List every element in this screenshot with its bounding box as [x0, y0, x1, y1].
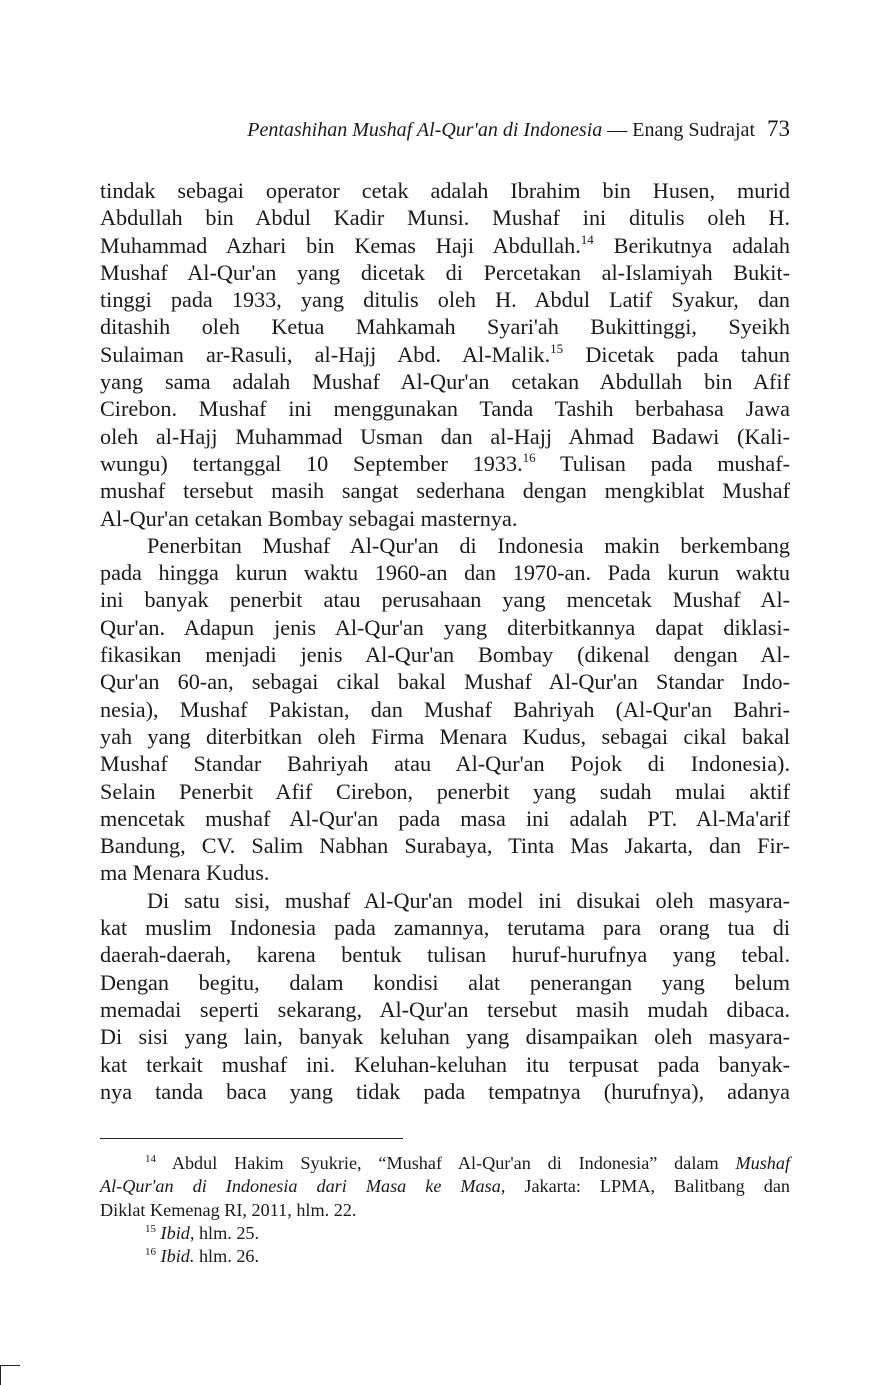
running-header [100, 116, 790, 143]
text-line: daerah-daerah, karena bentuk tulisan huruf-hurufnya yang tebal. [100, 942, 790, 968]
text-line: Di sisi yang lain, banyak keluhan yang disampaikan oleh masyara- [100, 1024, 790, 1050]
text-line: wungu) tertanggal 10 September 1933.16 Tulisan pada mushaf- [100, 449, 790, 476]
text-line: Cirebon. Mushaf ini menggunakan Tanda Tashih berbahasa Jawa [100, 396, 790, 422]
footnote-16: $^{16}$ Ibid. hlm. 26. [145, 1246, 260, 1267]
text-line: Mushaf Standar Bahriyah atau Al-Qur'an Pojok di Indonesia). [100, 751, 790, 777]
text-line: mushaf tersebut masih sangat sederhana dengan mengkiblat Mushaf [100, 478, 790, 504]
text-line: memadai seperti sekarang, Al-Qur'an tersebut masih mudah dibaca. [100, 996, 790, 1022]
text-line: pada hingga kurun waktu 1960-an dan 1970-an. Pada kurun waktu [100, 560, 790, 586]
footnote-number: 15 [145, 1222, 156, 1235]
text-line: Abdullah bin Abdul Kadir Munsi. Mushaf ini ditulis oleh H. [100, 205, 790, 231]
text-line: Penerbitan Mushaf Al-Qur'an di Indonesia makin berkembang [147, 532, 790, 558]
text-line: mencetak mushaf Al-Qur'an pada masa ini adalah PT. Al-Ma'arif [100, 805, 790, 831]
header-author: Enang Sudrajat [632, 119, 755, 141]
footnote-ref-16[interactable]: 16 [522, 449, 536, 465]
header-dash: — [602, 119, 633, 141]
footnote-14-cont: Al-Qur'an di Indonesia dari Masa ke Masa, Jakarta: LPMA, Balitbang dan [100, 1176, 790, 1197]
text-line: Muhammad Azhari bin Kemas Haji Abdullah.$^{14}$ Berikutnya adalah [100, 231, 790, 258]
footnotes [100, 1152, 790, 1268]
text-line: kat terkait mushaf ini. Keluhan-keluhan itu terpusat pada banyak- [100, 1051, 790, 1077]
text-line: Di satu sisi, mushaf Al-Qur'an model ini disukai oleh masyara- [147, 887, 790, 913]
text-line: tindak sebagai operator cetak adalah Ibrahim bin Husen, murid [100, 178, 790, 203]
text-line: Mushaf Al-Qur'an yang dicetak di Percetakan al-Islamiyah Bukit- [100, 259, 790, 285]
text-line: tinggi pada 1933, yang ditulis oleh H. Abdul Latif Syakur, dan [100, 287, 790, 313]
text-line: Selain Penerbit Afif Cirebon, penerbit yang sudah mulai aktif [100, 778, 790, 804]
footnote-15: $^{15}$ Ibid, hlm. 25. [145, 1222, 260, 1243]
text-line: Dengan begitu, dalam kondisi alat penerangan yang belum [100, 969, 790, 995]
footnote-separator [100, 1138, 403, 1139]
text-line: Qur'an 60-an, sebagai cikal bakal Mushaf Al-Qur'an Standar Indo- [100, 669, 790, 695]
crop-mark [0, 1365, 20, 1385]
footnote-number: 14 [145, 1153, 156, 1165]
text-line: ditashih oleh Ketua Mahkamah Syari'ah Bukittinggi, Syeikh [100, 314, 790, 340]
text-line: fikasikan menjadi jenis Al-Qur'an Bombay (dikenal dengan Al- [100, 642, 790, 668]
footnote-14: $^{14}$ Abdul Hakim Syukrie, “Mushaf Al-Qur'an di Indonesia” dalam Mushaf [145, 1153, 791, 1173]
footnote-ref-14[interactable]: 14 [580, 231, 594, 247]
footnote-14-cont: Diklat Kemenag RI, 2011, hlm. 22. [100, 1199, 357, 1220]
text-line: Sulaiman ar-Rasuli, al-Hajj Abd. Al-Malik.$^{15}$ Dicetak pada tahun [100, 340, 790, 367]
footnote-ref-15[interactable]: 15 [550, 340, 564, 356]
footnote-number: 16 [145, 1246, 156, 1259]
text-line: yah yang diterbitkan oleh Firma Menara Kudus, sebagai cikal bakal [100, 723, 790, 749]
text-line: Al-Qur'an cetakan Bombay sebagai masternya. [100, 505, 518, 531]
body-text [100, 177, 790, 1105]
text-line: ma Menara Kudus. [100, 860, 270, 886]
header-book-title: Pentashihan Mushaf Al-Qur'an di Indonesia [247, 119, 603, 141]
text-line: nya tanda baca yang tidak pada tempatnya (hurufnya), adanya [100, 1078, 790, 1104]
text-line: Bandung, CV. Salim Nabhan Surabaya, Tinta Mas Jakarta, dan Fir- [100, 833, 790, 859]
text-line: kat muslim Indonesia pada zamannya, terutama para orang tua di [100, 915, 790, 941]
text-line: nesia), Mushaf Pakistan, dan Mushaf Bahriyah (Al-Qur'an Bahri- [100, 696, 790, 722]
text-line: oleh al-Hajj Muhammad Usman dan al-Hajj Ahmad Badawi (Kali- [100, 423, 790, 449]
page-number: 73 [767, 116, 790, 141]
text-line: yang sama adalah Mushaf Al-Qur'an cetakan Abdullah bin Afif [100, 369, 790, 395]
text-line: Qur'an. Adapun jenis Al-Qur'an yang diterbitkannya dapat diklasi- [100, 614, 790, 640]
text-line: ini banyak penerbit atau perusahaan yang mencetak Mushaf Al- [100, 587, 790, 613]
